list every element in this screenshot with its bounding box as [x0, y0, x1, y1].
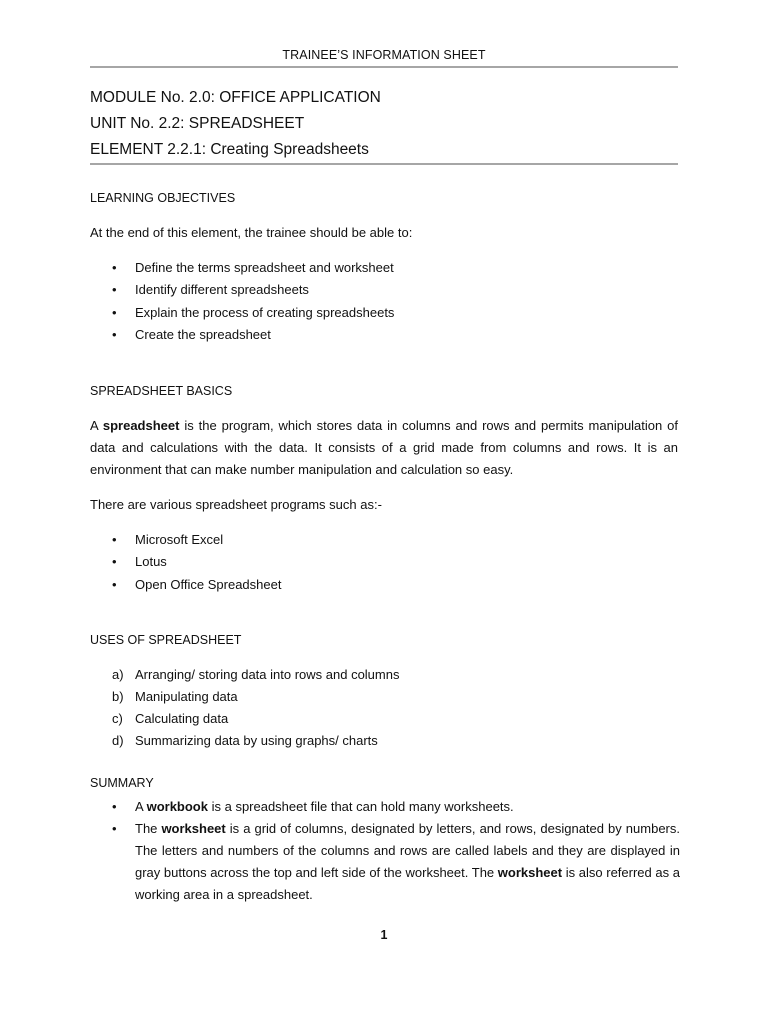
bullet-marker: • — [112, 532, 117, 547]
heading-rule — [90, 163, 678, 165]
list-item: • Lotus — [90, 551, 680, 573]
list-item: • Define the terms spreadsheet and worksheet — [90, 257, 680, 279]
list-item: c) Calculating data — [90, 708, 680, 730]
bullet-marker: • — [112, 821, 117, 836]
summary-list — [90, 796, 680, 906]
bullet-marker: • — [112, 326, 117, 342]
list-item: • Explain the process of creating spreadsheets — [90, 302, 680, 324]
list-item: d) Summarizing data by using graphs/ charts — [90, 730, 680, 752]
list-item: a) Arranging/ storing data into rows and columns — [90, 664, 680, 686]
header-rule — [90, 66, 678, 68]
summary-heading: SUMMARY — [90, 776, 154, 790]
programs-list — [90, 529, 680, 596]
list-item: • Microsoft Excel — [90, 529, 680, 551]
list-item: • Identify different spreadsheets — [90, 279, 680, 301]
module-line: MODULE No. 2.0: OFFICE APPLICATION — [90, 89, 381, 106]
list-item: • Open Office Spreadsheet — [90, 574, 680, 596]
objectives-list — [90, 257, 680, 346]
uses-heading: USES OF SPREADSHEET — [90, 633, 242, 647]
bullet-marker: • — [112, 304, 117, 320]
unit-line: UNIT No. 2.2: SPREADSHEET — [90, 115, 305, 132]
list-item: b) Manipulating data — [90, 686, 680, 708]
learning-objectives-intro: At the end of this element, the trainee should be able to: — [90, 225, 413, 240]
bullet-marker: • — [112, 576, 117, 592]
spreadsheet-definition-paragraph: A spreadsheet is the program, which stores data in columns and rows and permits manipulation of data and calculations with the data. It consists of a grid made from columns and rows. It is an environment that can make number manipulation and calculation so easy. — [90, 418, 678, 477]
programs-intro: There are various spreadsheet programs such as:- — [90, 497, 382, 512]
element-line: ELEMENT 2.2.1: Creating Spreadsheets — [90, 141, 369, 158]
list-item: • The worksheet is a grid of columns, designated by letters, and rows, designated by numbers. The letters and numbers of the columns and rows are called labels and they are displayed in gray buttons across the top and left side of the worksheet. The worksheet is also referred as a working area in a spreadsheet. — [90, 818, 680, 906]
bullet-marker: • — [112, 554, 117, 570]
page-number: 1 — [380, 928, 388, 942]
list-item: • A workbook is a spreadsheet file that can hold many worksheets. — [90, 796, 680, 818]
list-marker: d) — [112, 733, 124, 748]
spreadsheet-basics-heading: SPREADSHEET BASICS — [90, 384, 233, 398]
bullet-marker: • — [112, 799, 117, 814]
list-marker: b) — [112, 689, 124, 704]
uses-list — [90, 664, 680, 752]
bullet-marker: • — [112, 282, 117, 298]
list-marker: c) — [112, 711, 123, 726]
list-item: • Create the spreadsheet — [90, 324, 680, 346]
learning-objectives-heading: LEARNING OBJECTIVES — [90, 191, 236, 205]
bullet-marker: • — [112, 260, 117, 275]
header-title: TRAINEE’S INFORMATION SHEET — [282, 48, 486, 62]
list-marker: a) — [112, 667, 124, 682]
